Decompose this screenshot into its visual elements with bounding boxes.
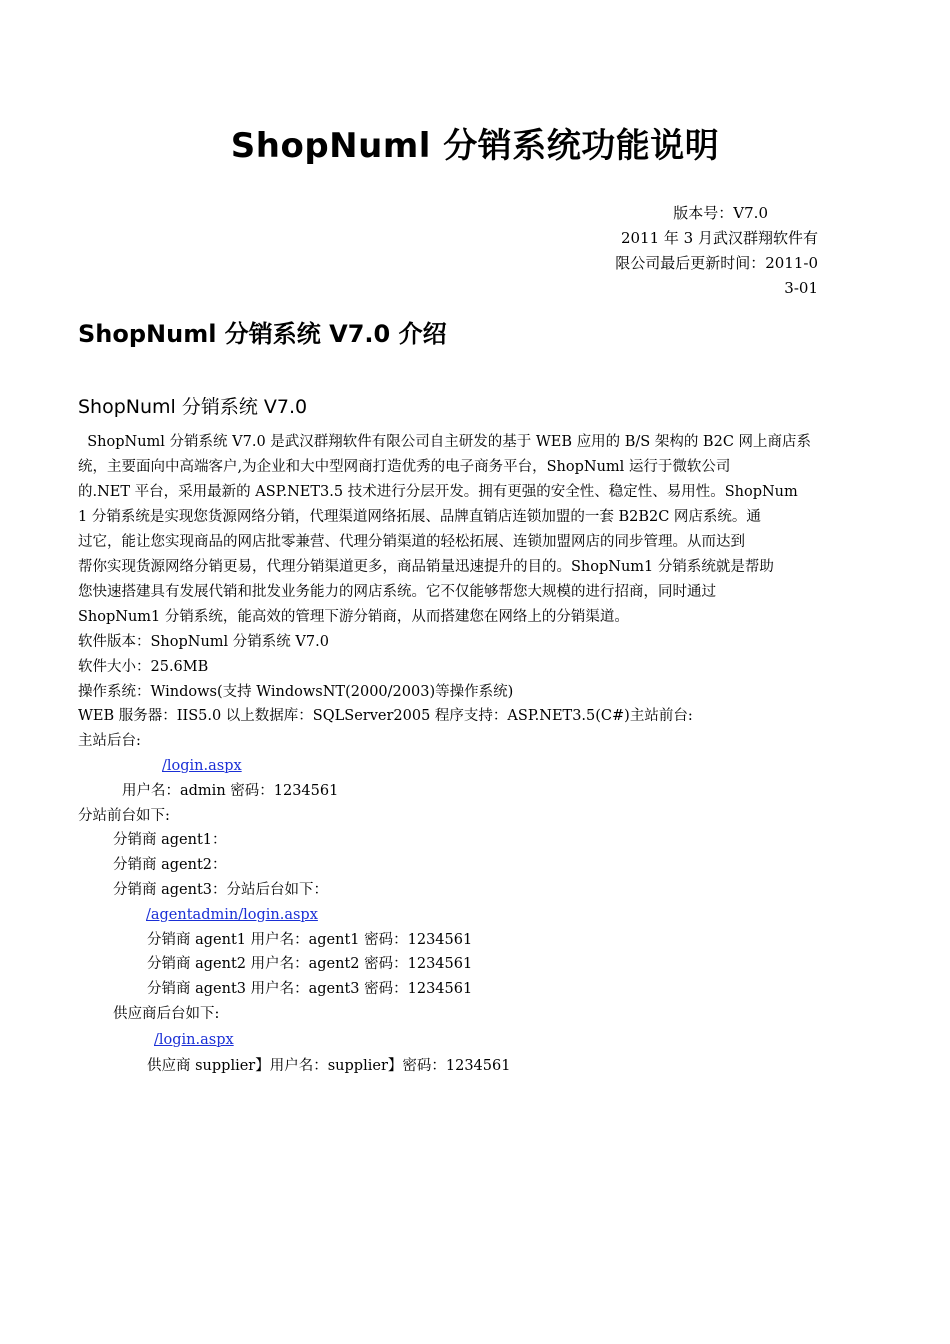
intro-paragraph	[78, 430, 868, 630]
section-heading: ShopNuml 分销系统 V7.0 介绍	[78, 320, 447, 348]
web-server: WEB 服务器：IIS5.0 以上数据库：SQLServer2005 程序支持：ASP.NET3.5(C#)主站前台:	[78, 708, 693, 725]
operating-system: 操作系统：Windows(支持 WindowsNT(2000/2003)等操作系统)	[78, 683, 514, 700]
software-size: 软件大小：25.6MB	[78, 658, 209, 675]
main-backend-link-row	[78, 754, 878, 779]
intro-line: 1 分销系统是实现您货源网络分销，代理渠道网络拓展、品牌直销店连锁加盟的一套 B2B2C 网店系统。通	[78, 509, 761, 525]
agent3-credentials: 分销商 agent3 用户名：agent3 密码：1234561	[147, 981, 473, 998]
agent3-label: 分销商 agent3：分站后台如下：	[113, 881, 329, 898]
subsection-heading: ShopNuml 分销系统 V7.0	[78, 396, 308, 418]
agent2-credentials: 分销商 agent2 用户名：agent2 密码：1234561	[147, 956, 473, 973]
version-number: 版本号：V7.0	[673, 204, 768, 222]
supplier-link-row	[78, 1027, 878, 1054]
supplier-login-link[interactable]: /login.aspx	[154, 1031, 234, 1048]
agent2-label: 分销商 agent2：	[113, 857, 227, 874]
intro-line: ShopNum1 分销系统，能高效的管理下游分销商，从而搭建您在网络上的分销渠道。	[78, 609, 629, 625]
intro-line: 统，主要面向中高端客户,为企业和大中型网商打造优秀的电子商务平台，ShopNuml 运行于微软公司	[78, 459, 731, 475]
intro-line: 您快速搭建具有发展代销和批发业务能力的网店系统。它不仅能够帮您大规模的进行招商，同时通过	[78, 584, 716, 600]
agent1-label: 分销商 agent1：	[113, 832, 227, 849]
main-backend-credentials: 用户名：admin 密码：1234561	[122, 782, 339, 799]
main-backend-label: 主站后台:	[78, 733, 141, 750]
intro-line: ShopNuml 分销系统 V7.0 是武汉群翔软件有限公司自主研发的基于 WEB 应用的 B/S 架构的 B2C 网上商店系	[78, 434, 812, 450]
supplier-credentials: 供应商 supplier】用户名：supplier】密码：1234561	[147, 1057, 511, 1074]
branch-front-label: 分站前台如下:	[78, 807, 170, 824]
main-backend-login-link[interactable]: /login.aspx	[162, 757, 242, 774]
document-title: ShopNuml 分销系统功能说明	[230, 126, 720, 166]
intro-line: 过它，能让您实现商品的网店批零兼营、代理分销渠道的轻松拓展、连锁加盟网店的同步管理。从而达到	[78, 534, 745, 550]
document-meta	[560, 201, 818, 301]
intro-line: 帮你实现货源网络分销更易，代理分销渠道更多，商品销量迅速提升的目的。ShopNum1 分销系统就是帮助	[78, 559, 774, 575]
software-version: 软件版本：ShopNuml 分销系统 V7.0	[78, 634, 329, 650]
supplier-backend-label: 供应商后台如下:	[113, 1005, 220, 1022]
agent1-credentials: 分销商 agent1 用户名：agent1 密码：1234561	[147, 931, 473, 948]
meta-line-2: 2011 年 3 月武汉群翔软件有	[620, 229, 818, 247]
meta-line-3: 限公司最后更新时间：2011-0	[615, 254, 818, 272]
agent-admin-login-link[interactable]: /agentadmin/login.aspx	[146, 906, 318, 923]
agent-admin-link-row	[78, 903, 878, 928]
intro-line: 的.NET 平台，采用最新的 ASP.NET3.5 技术进行分层开发。拥有更强的安全性、稳定性、易用性。ShopNum	[78, 484, 798, 500]
software-info	[78, 630, 878, 1079]
meta-line-4: 3-01	[784, 279, 818, 297]
